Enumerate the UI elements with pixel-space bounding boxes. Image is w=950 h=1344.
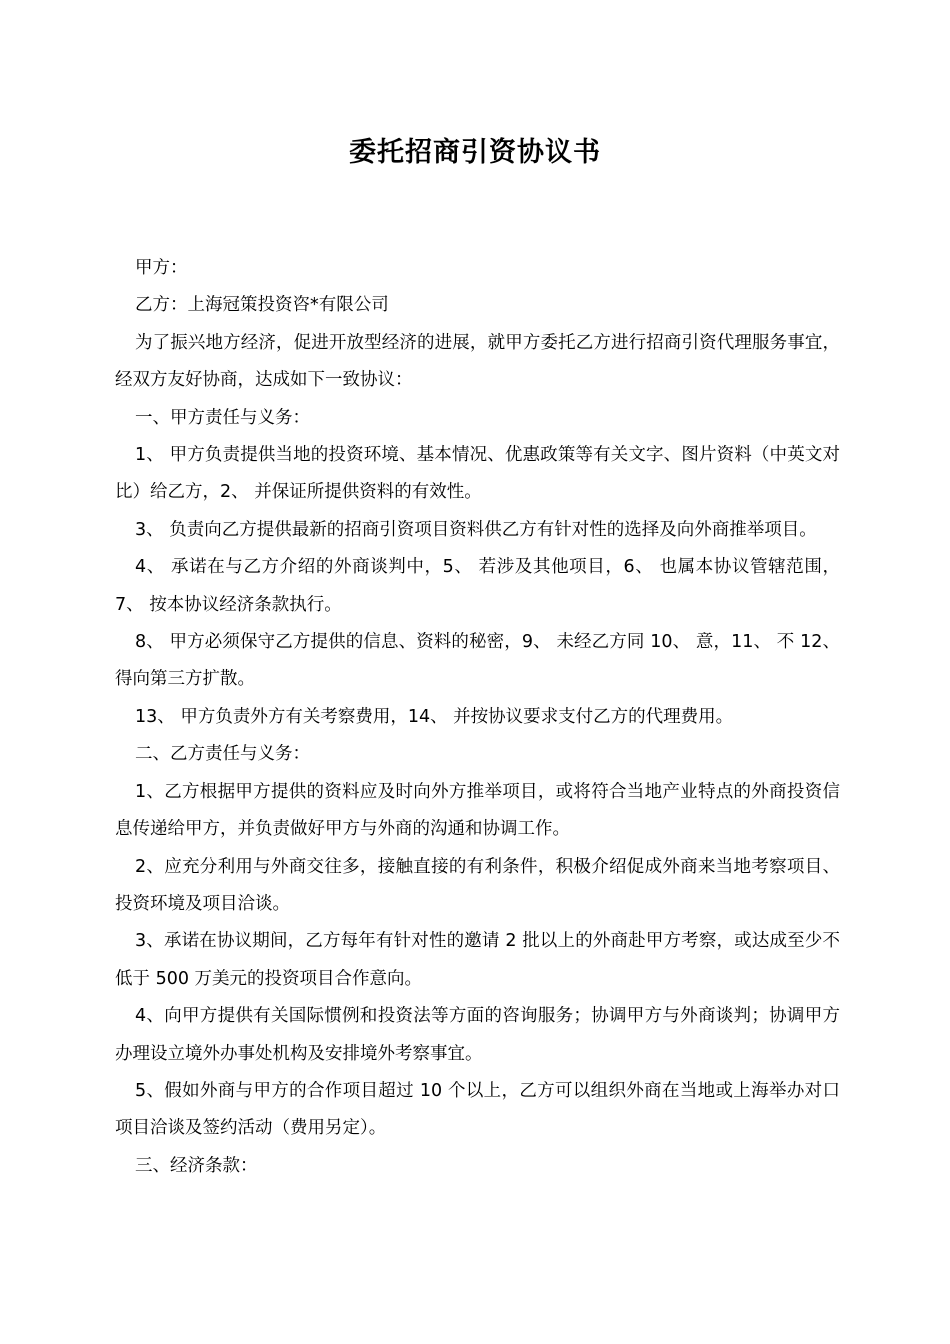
document-title: 委托招商引资协议书	[349, 137, 601, 168]
party-b-line: 乙方：上海冠策投资咨*有限公司	[135, 295, 389, 316]
party-a-clause-3: 3、 负责向乙方提供最新的招商引资项目资料供乙方有针对性的选择及向外商推举项目。	[135, 519, 817, 540]
section-heading-party-b: 二、乙方责任与义务：	[135, 744, 310, 765]
preamble-paragraph: 为了振兴地方经济，促进开放型经济的进展，就甲方委托乙方进行招商引资代理服务事宜，经双方友好协商，达成如下一致协议：	[115, 332, 840, 391]
section-heading-economic-terms: 三、经济条款：	[135, 1155, 258, 1176]
party-a-line: 甲方：	[135, 258, 188, 278]
document-body	[115, 250, 840, 1185]
section-heading-party-a: 一、甲方责任与义务：	[135, 407, 310, 428]
party-b-clause-2: 2、应充分利用与外商交往多，接触直接的有利条件，积极介绍促成外商来当地考察项目、投资环境及项目洽谈。	[115, 856, 840, 914]
party-b-clause-3: 3、承诺在协议期间，乙方每年有针对性的邀请 2 批以上的外商赴甲方考察，或达成至少不低于 500 万美元的投资项目合作意向。	[115, 931, 840, 989]
party-a-clause-4: 4、 承诺在与乙方介绍的外商谈判中，5、 若涉及其他项目，6、 也属本协议管辖范围，7、 按本协议经济条款执行。	[115, 557, 840, 615]
party-b-clause-5: 5、假如外商与甲方的合作项目超过 10 个以上，乙方可以组织外商在当地或上海举办对口项目洽谈及签约活动（费用另定）。	[115, 1080, 840, 1139]
party-a-clause-1: 1、 甲方负责提供当地的投资环境、基本情况、优惠政策等有关文字、图片资料（中英文对比）给乙方，2、 并保证所提供资料的有效性。	[115, 445, 840, 503]
party-b-clause-4: 4、向甲方提供有关国际惯例和投资法等方面的咨询服务；协调甲方与外商谈判；协调甲方办理设立境外办事处机构及安排境外考察事宜。	[115, 1006, 840, 1064]
party-b-clause-1: 1、乙方根据甲方提供的资料应及时向外方推举项目，或将符合当地产业特点的外商投资信息传递给甲方，并负责做好甲方与外商的沟通和协调工作。	[115, 781, 840, 840]
party-a-clause-8: 8、 甲方必须保守乙方提供的信息、资料的秘密，9、 未经乙方同 10、 意，11、 不 12、 得向第三方扩散。	[115, 632, 840, 690]
party-a-clause-13: 13、 甲方负责外方有关考察费用，14、 并按协议要求支付乙方的代理费用。	[135, 706, 734, 727]
